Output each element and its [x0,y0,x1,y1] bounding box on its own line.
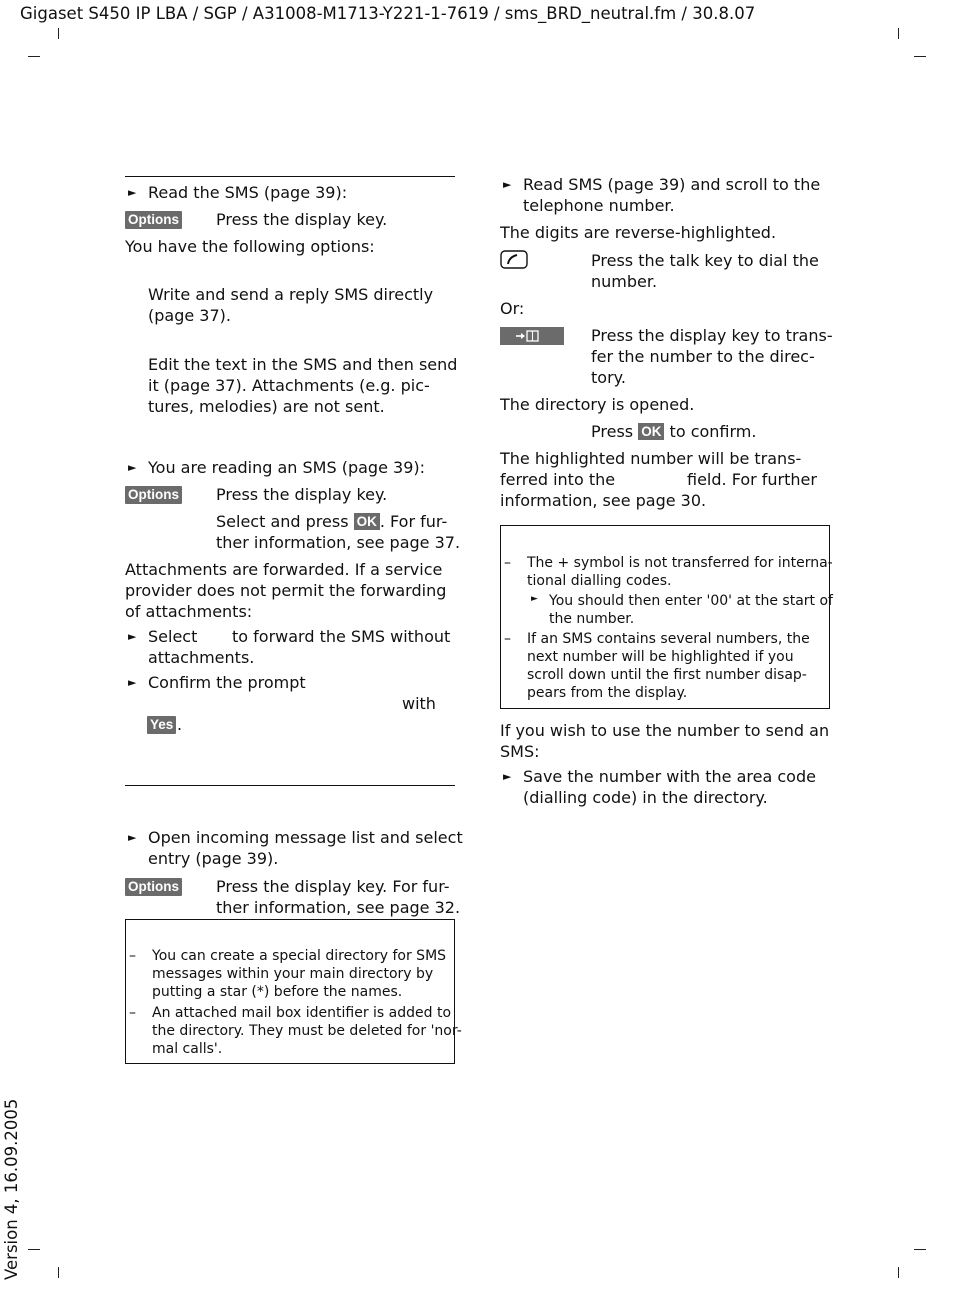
bullet-reading-sms: You are reading an SMS (page 39): [148,458,425,477]
or-label: Or: [500,299,525,318]
crop-mark [898,28,899,39]
select-instruction: Select and press OK . For fur- ther information, see page 37. [216,512,461,552]
crop-mark [28,1249,40,1250]
period: . [177,715,183,734]
directory-opened: The directory is opened. [500,395,695,414]
transfer-to-directory-icon[interactable] [500,327,564,345]
version-label: Version 4, 16.09.2005 [2,1098,21,1280]
bullet-confirm-prompt: Confirm the prompt [148,673,306,692]
page-header: Gigaset S450 IP LBA / SGP / A31008-M1713-Y221-1-7619 / sms_BRD_neutral.fm / 30.8.07 [20,4,756,23]
bullet-select-forward-line2: attachments. [148,648,255,667]
option-reply-desc: Write and send a reply SMS directly (page 37). [148,285,434,325]
triangle-right-icon: ► [128,461,137,474]
crop-mark [898,1267,899,1278]
note-dash: – [129,948,136,964]
key-description: Press the display key. [216,485,388,504]
note-item: You can create a special directory for SMS messages within your main directory by putting a star (*) before the names. [152,948,447,1000]
ok-key[interactable]: OK [638,423,664,440]
options-intro: You have the following options: [125,237,375,256]
digits-highlighted: The digits are reverse-highlighted. [500,223,777,242]
bullet-select-forward: Select [148,627,198,646]
note-item: If an SMS contains several numbers, the next number will be highlighted if you scroll down until the first number disap- pears from the display. [527,631,810,701]
highlighted-transfer: The highlighted number will be trans- [500,449,802,468]
talk-key-icon[interactable] [500,250,528,270]
note-item: The + symbol is not transferred for interna- tional dialling codes. [527,555,833,589]
crop-mark [914,1249,926,1250]
options-key[interactable]: Options [125,878,182,896]
highlighted-transfer-2b: field. For further [687,470,817,489]
crop-mark [58,1267,59,1278]
talk-key-desc: Press the talk key to dial the number. [591,251,819,291]
highlighted-transfer-2a: ferred into the [500,470,616,489]
section-rule [125,176,455,177]
options-key[interactable]: Options [125,486,182,504]
directory-key-desc: Press the display key to trans- fer the number to the direc- tory. [591,326,833,387]
triangle-right-icon: ► [503,178,512,191]
bullet-read-sms: Read the SMS (page 39): [148,183,348,202]
triangle-right-icon: ► [128,186,137,199]
triangle-right-icon: ► [128,630,137,643]
wish-paragraph: If you wish to use the number to send an SMS: [500,721,830,761]
crop-mark [58,28,59,39]
bullet-scroll-number: Read SMS (page 39) and scroll to the telephone number. [523,175,821,215]
note-dash: – [129,1005,136,1021]
triangle-right-icon: ► [503,770,512,783]
note-dash: – [504,555,511,571]
ok-key[interactable]: OK [354,513,380,530]
yes-key[interactable]: Yes [147,716,176,734]
triangle-right-icon: ► [128,676,137,689]
crop-mark [914,56,926,57]
option-forward-desc: Edit the text in the SMS and then send it (page 37). Attachments (e.g. pic- tures, melodies) are not sent. [148,355,458,416]
note-item: An attached mail box identifier is added to the directory. They must be deleted for 'nor- mal calls'. [152,1005,462,1057]
bullet-select-forward-cont: to forward the SMS without [232,627,451,646]
triangle-right-icon: ► [128,831,137,844]
options-key[interactable]: Options [125,211,182,229]
attachments-paragraph: Attachments are forwarded. If a service provider does not permit the forwarding of attachments: [125,560,447,621]
bullet-confirm-with: with [402,694,436,713]
section-rule [125,785,455,786]
note-subitem: You should then enter '00' at the start of the number. [549,593,833,627]
highlighted-transfer-3: information, see page 30. [500,491,707,510]
key-description: Press the display key. [216,210,388,229]
triangle-right-icon: ► [531,594,538,604]
press-ok-instruction: Press OK to confirm. [591,422,757,441]
bullet-open-list: Open incoming message list and select entry (page 39). [148,828,463,868]
crop-mark [28,56,40,57]
key-description: Press the display key. For fur- ther information, see page 32. [216,877,461,917]
bullet-save-number: Save the number with the area code (dialling code) in the directory. [523,767,816,807]
note-dash: – [504,631,511,647]
